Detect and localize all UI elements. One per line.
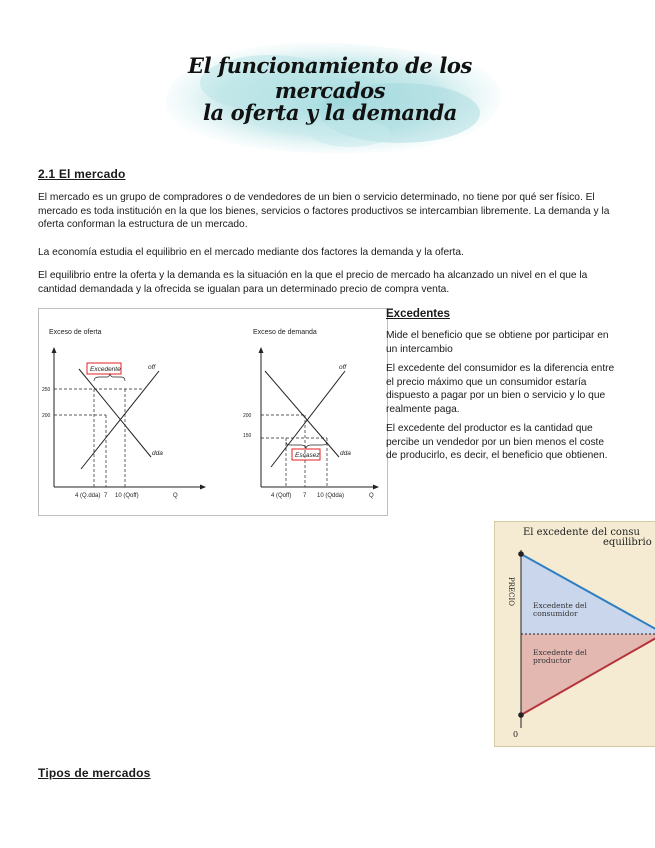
excedentes-heading: Excedentes	[386, 308, 450, 320]
graph-left-ytick-2: 200	[42, 413, 51, 419]
producer-label-1: Excedente del	[533, 648, 587, 657]
graph-left-box-label: Excedente	[90, 366, 121, 373]
graph-right-demand-label: dda	[340, 450, 351, 457]
graph-left-xtick-2: 7	[104, 493, 108, 499]
excedentes-paragraph-1: Mide el beneficio que se obtiene por participar en un intercambio	[386, 330, 609, 355]
graph-right-xtick-3: 10 (Qdda)	[317, 493, 345, 499]
surplus-y-axis-label: PRECIO	[507, 577, 515, 606]
graph-left-supply-label: off	[148, 364, 156, 371]
title-line-2: la oferta y la demanda	[202, 100, 458, 125]
graph-right-supply-label: off	[339, 364, 347, 371]
paragraph-mercado-definicion: El mercado es un grupo de compradores o de vendedores de un bien o servicio determinado, no tiene por qué ser físico. El mercado es toda institución en la que los bienes, servicios o factores productivos se intercambian libremente. La demanda y la oferta conforman la estructura de un mercado.	[38, 192, 610, 230]
graph-left-xtick-3: 10 (Qoff)	[115, 493, 139, 499]
graph-right-x-axis-label: Q	[369, 493, 374, 499]
graph-right-xtick-1: 4 (Qoff)	[271, 493, 292, 499]
graph-right-box-label: Escasez	[295, 452, 320, 459]
section-heading-tipos-mercados: Tipos de mercados	[38, 766, 151, 780]
graph-right-ytick-2: 150	[243, 433, 252, 439]
graph-right-ytick-1: 200	[243, 413, 252, 419]
surplus-origin-label: 0	[513, 730, 519, 739]
excedentes-column	[386, 308, 616, 469]
producer-label-2: productor	[533, 656, 571, 665]
surplus-title-line-2: equilibrio	[603, 537, 652, 548]
graph-left-title: Exceso de oferta	[49, 329, 102, 336]
title-line-1: El funcionamiento de los mercados	[188, 53, 472, 103]
excedentes-paragraph-2: El excedente del consumidor es la diferencia entre el precio máximo que un consumidor estaría dispuesto a pagar por un bien o servicio y lo que realmente paga.	[386, 363, 615, 415]
graph-left-xtick-1: 4 (Q.dda)	[75, 493, 101, 499]
supply-demand-graphs	[38, 308, 388, 516]
graph-right-title: Exceso de demanda	[253, 329, 317, 336]
consumer-label-2: consumidor	[533, 609, 578, 618]
graph-left-ytick-1: 250	[42, 387, 51, 393]
graph-right-xtick-2: 7	[303, 493, 307, 499]
graph-excess-supply	[42, 329, 206, 499]
paragraph-economia-equilibrio: La economía estudia el equilibrio en el mercado mediante dos factores la demanda y la oferta.	[38, 247, 464, 258]
graph-excess-demand	[243, 329, 379, 499]
graph-left-demand-line	[79, 369, 151, 457]
graph-left-demand-label: dda	[152, 450, 163, 457]
section-heading-mercado: 2.1 El mercado	[38, 167, 126, 181]
surplus-title-line-1: El excedente del consu	[523, 527, 640, 538]
consumer-label-1: Excedente del	[533, 601, 587, 610]
graph-right-demand-line	[265, 371, 339, 457]
graph-left-x-axis-label: Q	[173, 493, 178, 499]
surplus-figure	[494, 521, 655, 747]
excedentes-paragraph-3: El excedente del productor es la cantidad que percibe un vendedor por un bien menos el coste de producirlo, es decir, el beneficio que obtienen.	[386, 423, 608, 461]
paragraph-equilibrio-definicion: El equilibrio entre la oferta y la demanda es la situación en la que el precio de mercado ha alcanzado un nivel en el que la cantidad demandada y la ofrecida se igualan para un determinado precio de compra venta.	[38, 270, 588, 295]
title-banner	[150, 38, 510, 158]
